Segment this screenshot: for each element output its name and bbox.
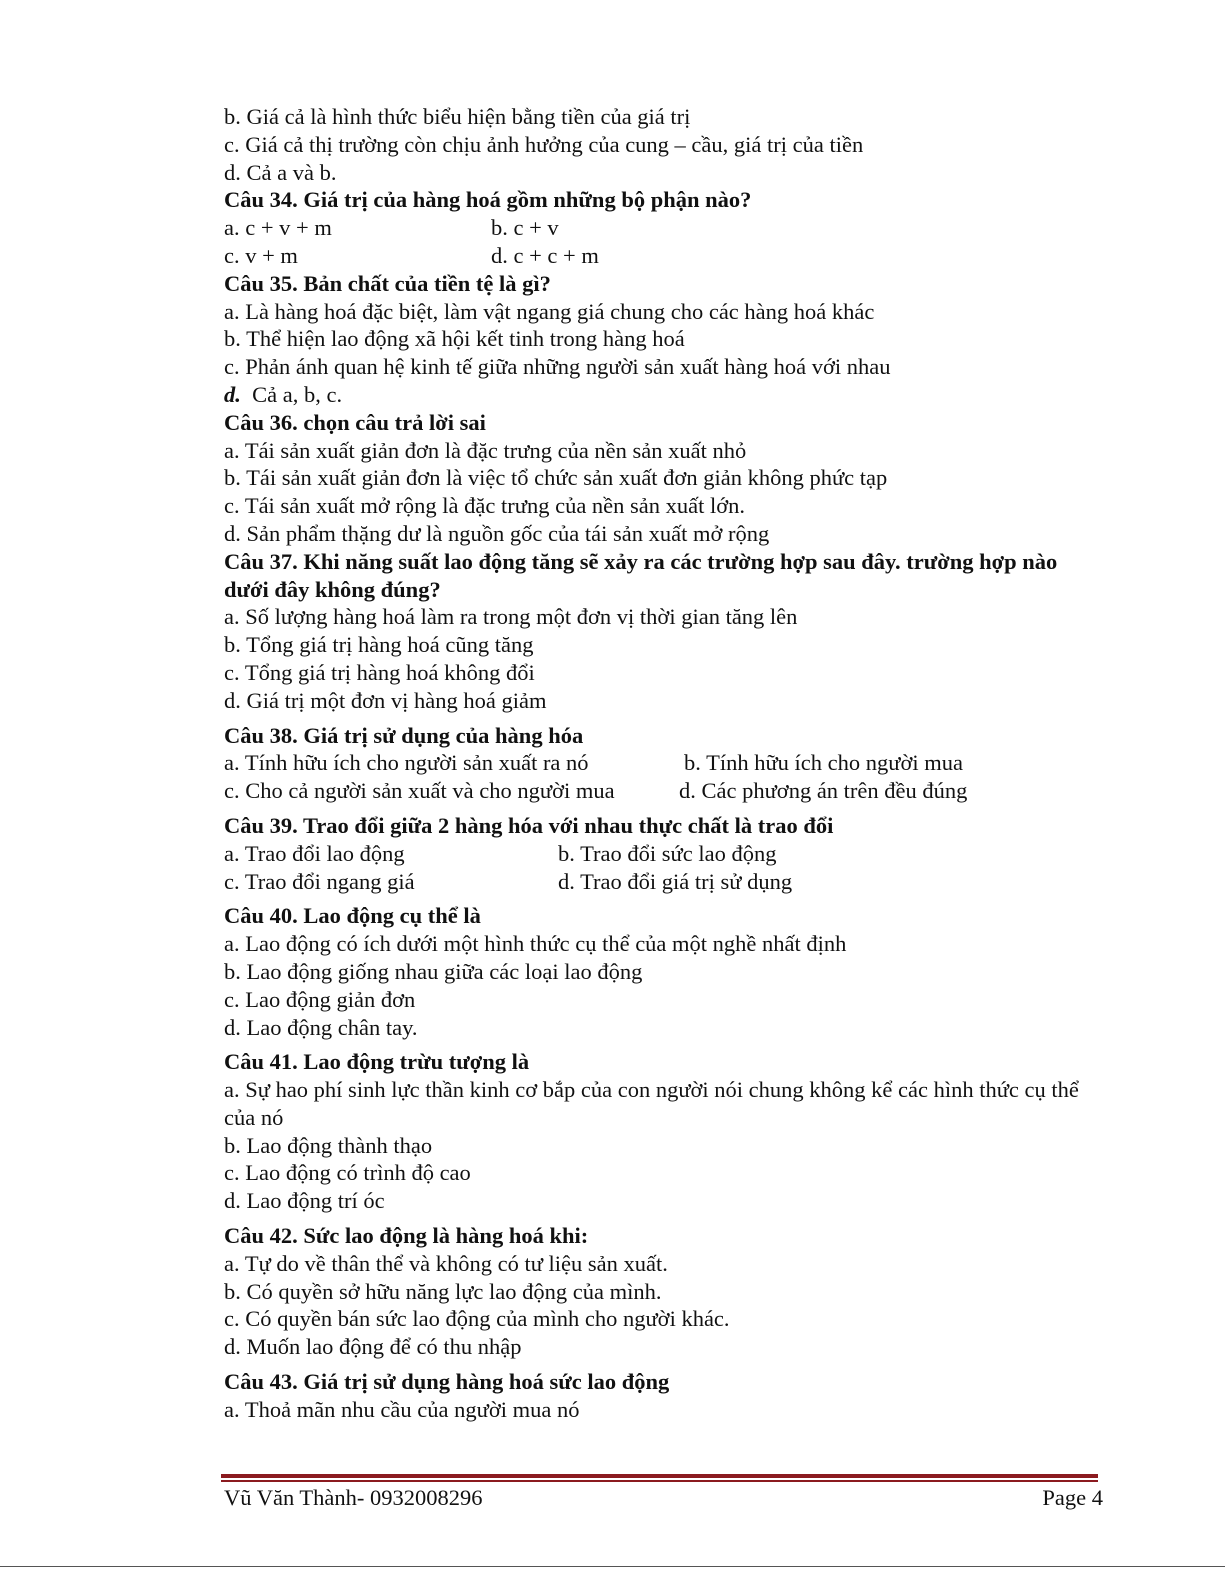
question-38-option-c: c. Cho cả người sản xuất và cho người mua	[224, 778, 615, 804]
question-38-option-b: b. Tính hữu ích cho người mua	[684, 750, 963, 776]
footer-rule-thin	[221, 1480, 1098, 1482]
question-42-option-d: d. Muốn lao động để có thu nhập	[224, 1334, 522, 1360]
footer-author: Vũ Văn Thành- 0932008296	[224, 1485, 483, 1510]
document-body	[224, 103, 1104, 1424]
question-35-option-d-label: d.	[224, 381, 241, 407]
question-38-option-a: a. Tính hữu ích cho người sản xuất ra nó	[224, 750, 589, 776]
question-35-option-a: a. Là hàng hoá đặc biệt, làm vật ngang giá chung cho các hàng hoá khác	[224, 298, 875, 324]
question-37-title: Câu 37. Khi năng suất lao động tăng sẽ xảy ra các trường hợp sau đây. trường hợp nào dưới đây không đúng?	[224, 548, 1058, 602]
question-34-option-a: a. c + v + m	[224, 215, 332, 241]
question-39-row-2	[224, 868, 1104, 896]
question-36-option-c: c. Tái sản xuất mở rộng là đặc trưng của nền sản xuất lớn.	[224, 493, 746, 519]
question-35-option-b: b. Thể hiện lao động xã hội kết tinh trong hàng hoá	[224, 326, 685, 352]
question-43-title: Câu 43. Giá trị sử dụng hàng hoá sức lao động	[224, 1369, 670, 1395]
question-36-option-a: a. Tái sản xuất giản đơn là đặc trưng của nền sản xuất nhỏ	[224, 437, 747, 463]
question-36-option-d: d. Sản phẩm thặng dư là nguồn gốc của tái sản xuất mở rộng	[224, 520, 770, 546]
question-35-option-d	[224, 381, 1104, 409]
question-36-option-b: b. Tái sản xuất giản đơn là việc tổ chức sản xuất đơn giản không phức tạp	[224, 465, 888, 491]
question-36-title: Câu 36. chọn câu trả lời sai	[224, 409, 486, 435]
question-39-row-1	[224, 840, 1104, 868]
question-34-title: Câu 34. Giá trị của hàng hoá gồm những bộ phận nào?	[224, 187, 752, 213]
question-35-title: Câu 35. Bản chất của tiền tệ là gì?	[224, 270, 551, 296]
intro-option-b: b. Giá cả là hình thức biểu hiện bằng tiền của giá trị	[224, 104, 691, 129]
question-40-option-c: c. Lao động giản đơn	[224, 986, 416, 1012]
question-40-title: Câu 40. Lao động cụ thể là	[224, 903, 481, 929]
question-40-option-d: d. Lao động chân tay.	[224, 1014, 418, 1040]
intro-option-c: c. Giá cả thị trường còn chịu ảnh hưởng của cung – cầu, giá trị của tiền	[224, 131, 864, 157]
footer-page-number: Page 4	[1042, 1485, 1103, 1510]
question-35-option-c: c. Phản ánh quan hệ kinh tế giữa những người sản xuất hàng hoá với nhau	[224, 354, 891, 380]
question-34-option-c: c. v + m	[224, 242, 298, 268]
question-38-row-1	[224, 749, 1104, 777]
question-39-title: Câu 39. Trao đổi giữa 2 hàng hóa với nhau thực chất là trao đổi	[224, 812, 834, 838]
question-39-option-b: b. Trao đổi sức lao động	[558, 840, 777, 866]
question-39-option-d: d. Trao đổi giá trị sử dụng	[558, 868, 793, 894]
question-39-option-c: c. Trao đổi ngang giá	[224, 868, 415, 894]
footer-rule-thick	[221, 1474, 1098, 1478]
question-42-title: Câu 42. Sức lao động là hàng hoá khi:	[224, 1223, 589, 1249]
question-41-option-c: c. Lao động có trình độ cao	[224, 1160, 471, 1186]
question-41-option-d: d. Lao động trí óc	[224, 1188, 385, 1214]
question-38-row-2	[224, 777, 1104, 805]
question-40-option-a: a. Lao động có ích dưới một hình thức cụ thể của một nghề nhất định	[224, 931, 847, 957]
question-37-option-c: c. Tổng giá trị hàng hoá không đổi	[224, 659, 535, 685]
question-41-option-b: b. Lao động thành thạo	[224, 1132, 433, 1158]
question-34-option-b: b. c + v	[491, 215, 559, 241]
question-37-option-a: a. Số lượng hàng hoá làm ra trong một đơn vị thời gian tăng lên	[224, 604, 798, 630]
question-43-option-a: a. Thoả mãn nhu cầu của người mua nó	[224, 1396, 580, 1422]
question-34-row-2	[224, 242, 1104, 270]
question-41-title: Câu 41. Lao động trừu tượng là	[224, 1049, 530, 1075]
question-37-option-b: b. Tổng giá trị hàng hoá cũng tăng	[224, 632, 534, 658]
question-34-row-1	[224, 214, 1104, 242]
question-39-option-a: a. Trao đổi lao động	[224, 840, 405, 866]
question-37-option-d: d. Giá trị một đơn vị hàng hoá giảm	[224, 687, 547, 713]
question-42-option-b: b. Có quyền sở hữu năng lực lao động của mình.	[224, 1278, 662, 1304]
question-34-option-d: d. c + c + m	[491, 242, 599, 268]
intro-option-d: d. Cả a và b.	[224, 159, 337, 185]
question-40-option-b: b. Lao động giống nhau giữa các loại lao động	[224, 958, 643, 984]
question-38-option-d: d. Các phương án trên đều đúng	[679, 778, 968, 804]
question-41-option-a: a. Sự hao phí sinh lực thần kinh cơ bắp của con người nói chung không kể các hình thức cụ thể của nó	[224, 1077, 1079, 1130]
question-35-option-d-text: Cả a, b, c.	[252, 381, 343, 407]
question-38-title: Câu 38. Giá trị sử dụng của hàng hóa	[224, 722, 584, 748]
question-42-option-a: a. Tự do về thân thể và không có tư liệu sản xuất.	[224, 1250, 668, 1276]
page-bottom-divider	[0, 1566, 1225, 1567]
question-42-option-c: c. Có quyền bán sức lao động của mình cho người khác.	[224, 1306, 730, 1332]
